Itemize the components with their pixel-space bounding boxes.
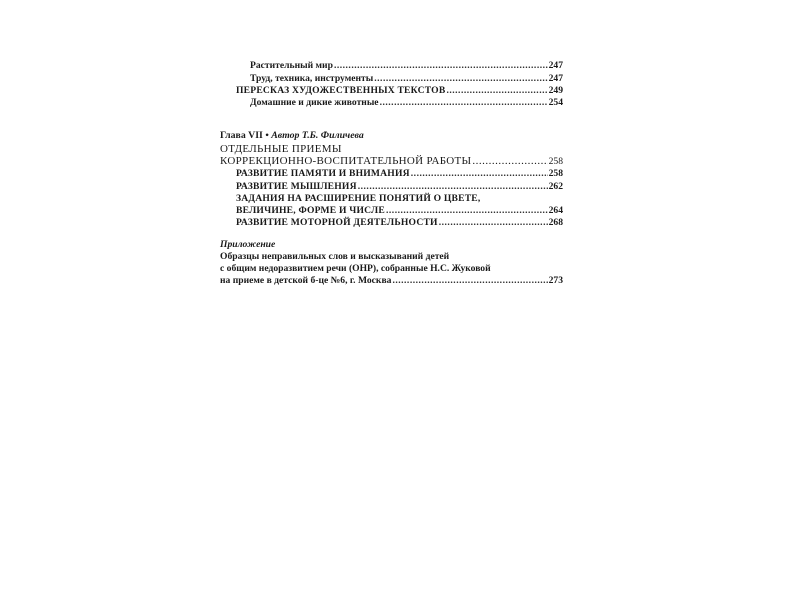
- toc-entry-page: 258: [548, 168, 563, 179]
- toc-entry: [236, 217, 563, 229]
- chapter-title-line1: ОТДЕЛЬНЫЕ ПРИЕМЫ: [220, 143, 342, 155]
- toc-entry-page: 247: [548, 73, 563, 84]
- leader-dots: [411, 168, 548, 180]
- toc-entry-page: 264: [548, 205, 563, 216]
- appendix-label: Приложение: [220, 239, 276, 250]
- leader-dots: [374, 73, 547, 85]
- chapter-author: Автор Т.Б. Филичева: [271, 130, 364, 141]
- toc-entry-page: 262: [548, 181, 563, 192]
- chapter-title-page: 258: [548, 156, 563, 167]
- toc-entry: [236, 168, 563, 180]
- toc-entry: [236, 181, 563, 193]
- toc-entry-label: РАЗВИТИЕ МЫШЛЕНИЯ: [236, 181, 357, 192]
- toc-entry: [250, 97, 563, 109]
- toc-entry-page: 254: [548, 97, 563, 108]
- leader-dots: [446, 85, 547, 97]
- chapter-title-entry: [220, 155, 563, 168]
- leader-dots: [439, 217, 548, 229]
- toc-entry: [250, 60, 563, 72]
- toc-entry: [250, 73, 563, 85]
- appendix-line1: Образцы неправильных слов и высказываний детей: [220, 251, 450, 262]
- toc-entry: [236, 205, 563, 217]
- bullet: •: [265, 130, 269, 141]
- leader-dots: [386, 205, 548, 217]
- toc-entry-page: 247: [548, 60, 563, 71]
- appendix-page: 273: [548, 275, 563, 286]
- toc-entry-label: РАЗВИТИЕ МОТОРНОЙ ДЕЯТЕЛЬНОСТИ: [236, 217, 438, 228]
- toc-entry-label: Труд, техника, инструменты: [250, 73, 374, 84]
- toc-entry-page: 268: [548, 217, 563, 228]
- chapter-title-line2: КОРРЕКЦИОННО-ВОСПИТАТЕЛЬНОЙ РАБОТЫ: [220, 155, 472, 167]
- toc-entry-label: Домашние и дикие животные: [250, 97, 379, 108]
- toc-entry-label: Растительный мир: [250, 60, 333, 71]
- toc-entry: [236, 85, 563, 97]
- toc-entry-label: РАЗВИТИЕ ПАМЯТИ И ВНИМАНИЯ: [236, 168, 410, 179]
- toc-entry-label: ПЕРЕСКАЗ ХУДОЖЕСТВЕННЫХ ТЕКСТОВ: [236, 85, 446, 96]
- chapter-header: [220, 130, 364, 142]
- leader-dots: [392, 275, 547, 287]
- leader-dots: [334, 60, 548, 72]
- leader-dots: [358, 181, 548, 193]
- appendix-line2: с общим недоразвитием речи (ОНР), собранные Н.С. Жуковой: [220, 263, 491, 274]
- leader-dots: [380, 97, 548, 109]
- toc-entry: [220, 275, 563, 287]
- toc-entry-label: ВЕЛИЧИНЕ, ФОРМЕ И ЧИСЛЕ: [236, 205, 385, 216]
- toc-entry-page: 249: [548, 85, 563, 96]
- toc-entry-label-line1: ЗАДАНИЯ НА РАСШИРЕНИЕ ПОНЯТИЙ О ЦВЕТЕ,: [236, 193, 481, 204]
- appendix-line3: на приеме в детской б-це №6, г. Москва: [220, 275, 392, 286]
- leader-dots: [472, 155, 547, 168]
- chapter-number: Глава VII: [220, 130, 263, 141]
